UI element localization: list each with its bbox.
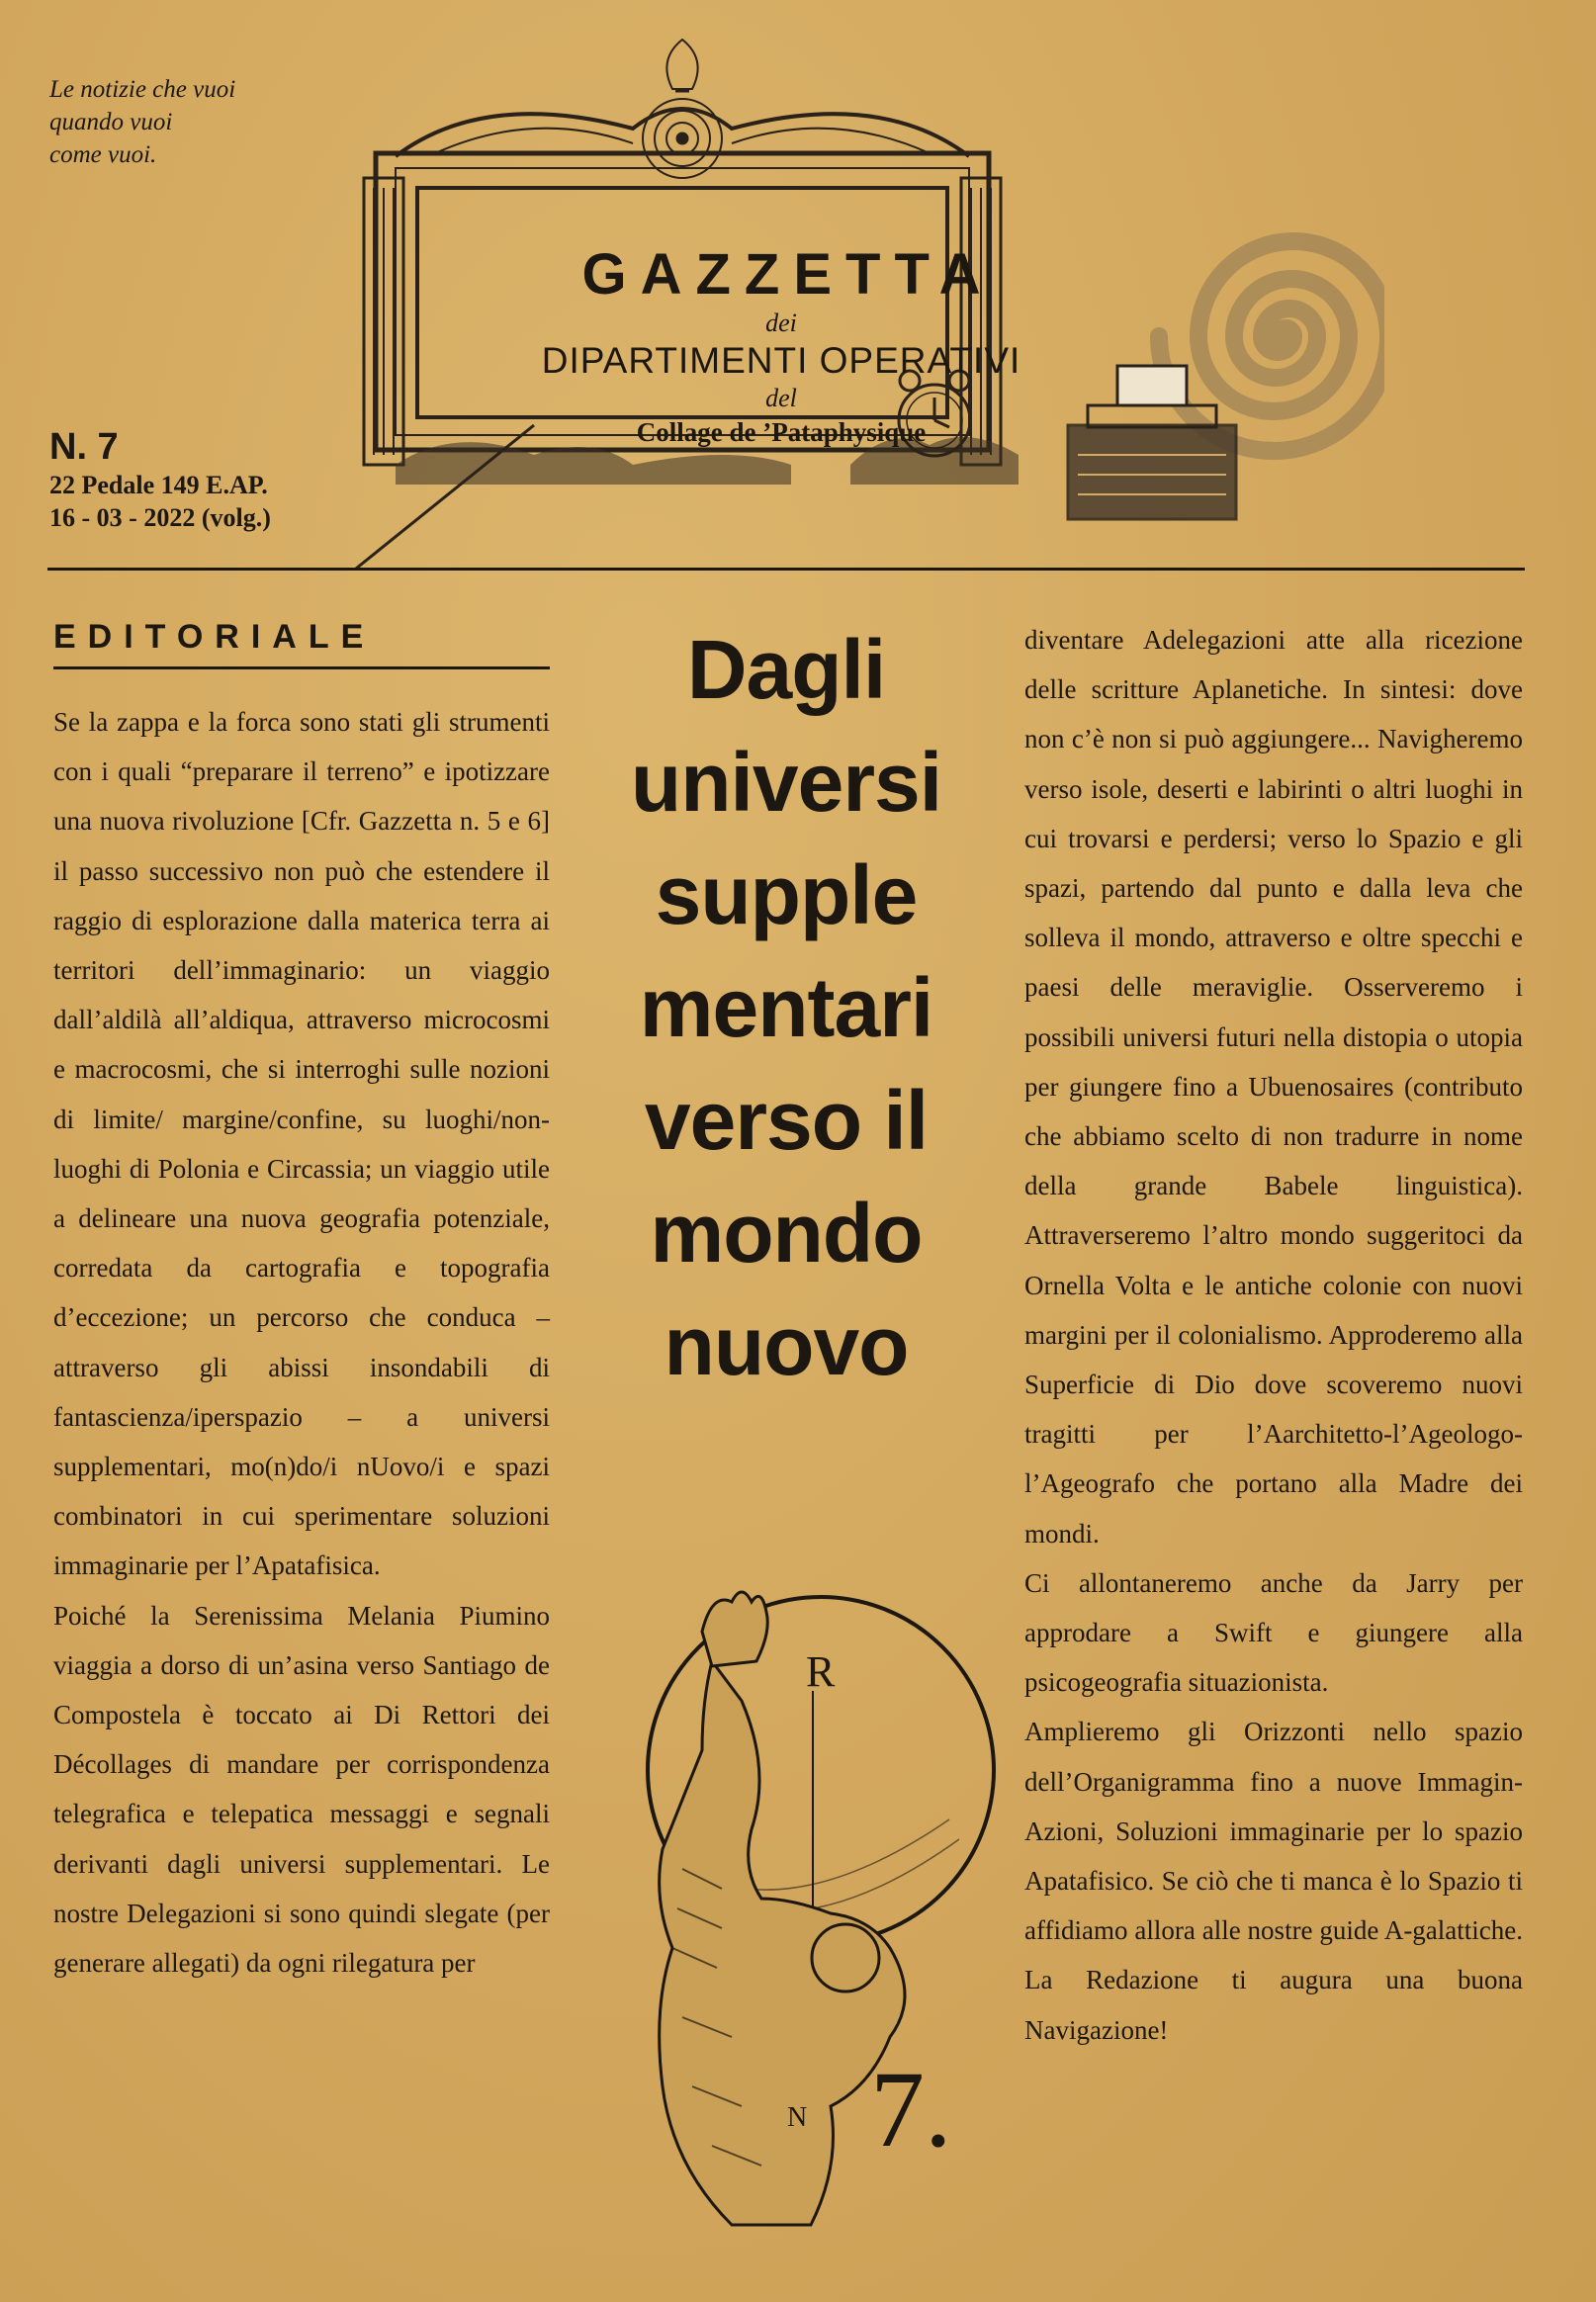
illustration-number: 7. — [870, 2049, 952, 2169]
editorial-body — [53, 697, 550, 1988]
headline-column — [569, 613, 1004, 1402]
issue-info — [49, 425, 366, 534]
right-paragraph: Ci allontaneremo anche da Jarry per approdare a Swift e giungere alla psicogeografia situazionista. — [1024, 1567, 1523, 1698]
right-paragraph: diventare Adelegazioni atte alla ricezione delle scritture Aplanetiche. In sintesi: dove non c’è non si può aggiungere... Navigheremo verso isole, deserti e labirinti o altri luoghi in cui trovarsi e perdersi; verso lo Spazio e gli spazi, partendo dal punto e dalla leva che solleva il mondo, attraverso e oltre specchi e paesi delle meraviglie. Osserveremo i possibili universi futuri nella distopia o utopia per giungere fino a Ubuenosaires (contributo che abbiamo scelto di non tradurre in nome della grande Babele linguistica). Attraverseremo l’altro mondo suggeritoci da Ornella Volta e le antiche colonie con nuovi margini per il colonialismo. Approderemo alla Superficie di Dio dove scoveremo nuovi tragitti per l’Aarchitetto-l’Ageologo-l’Ageografo che portano alla Madre dei mondi. — [1024, 625, 1523, 1549]
masthead-dei: dei — [765, 309, 797, 337]
motto — [49, 73, 307, 171]
masthead-text — [485, 242, 1078, 450]
spiral-icon — [1159, 241, 1384, 451]
editorial-column — [53, 617, 550, 1988]
masthead — [336, 30, 1384, 578]
editorial-paragraph: Poiché la Serenissima Melania Piumino viaggia a dorso di un’asina verso Santiago de Compostela è toccato ai Di Rettori dei Décollages di mandare per corrispondenza telegrafica e telepatica messaggi e segnali derivanti dagli universi supplementari. Le nostre Delegazioni si sono quindi slegate (per generare allegati) da ogni rilegatura per — [53, 1600, 550, 1979]
right-column — [1024, 615, 1523, 2055]
headline-line: supple — [655, 848, 918, 941]
motto-line: come vuoi. — [49, 141, 157, 168]
headline-line: mentari — [639, 961, 933, 1054]
headline-line: Dagli — [686, 623, 886, 716]
editorial-paragraph: Se la zappa e la forca sono stati gli strumenti con i quali “preparare il terreno” e ipotizzare una nuova rivoluzione [Cfr. Gazzetta n. 5 e 6] il passo successivo non può che estendere il raggio di esplorazione dalla materica terra ai territori dell’immaginario: un viaggio dall’aldilà all’aldiqua, attraverso microcosmi e macrocosmi, che si interroghi sulle nozioni di limite/ margine/confine, su luoghi/non-luoghi di Polonia e Circassia; un viaggio utile a delineare una nuova geografia potenziale, corredata da cartografia e topografia d’eccezione; un percorso che conduca – attraverso gli abissi insondabili di fantascienza/iperspazio – a universi supplementari, mo(n)do/i nUovo/i e spazi combinatori in cui sperimentare soluzioni immaginarie per l’Apatafisica. — [53, 707, 550, 1581]
editorial-heading: EDITORIALE — [53, 617, 550, 669]
headline-line: verso il — [644, 1074, 929, 1167]
motto-line: quando vuoi — [49, 109, 173, 135]
issue-number: N. 7 — [49, 426, 119, 468]
masthead-collage: Collage de ’Pataphysique — [636, 417, 927, 447]
masthead-subtitle: DIPARTIMENTI OPERATIVI — [541, 340, 1021, 381]
headline-line: mondo — [650, 1187, 923, 1280]
headline-line: nuovo — [664, 1299, 909, 1392]
issue-date-vulgar: 16 - 03 - 2022 (volg.) — [49, 503, 271, 532]
atlas-illustration — [593, 1572, 1009, 2250]
issue-date-pataphysical: 22 Pedale 149 E.AP. — [49, 471, 268, 499]
illustration-letter-n: N — [787, 2102, 808, 2133]
motto-line: Le notizie che vuoi — [49, 76, 236, 103]
header-divider — [47, 568, 1525, 571]
illustration-letter-r: R — [806, 1647, 836, 1696]
right-column-body — [1024, 615, 1523, 2055]
right-paragraph: Amplieremo gli Orizzonti nello spazio dell’Organigramma fino a nuove Immagin-Azioni, Soluzioni immaginarie per lo spazio Apatafisico. Se ciò che ti manca è lo Spazio ti affidiamo allora alle nostre guide A-galattiche. La Redazione ti augura una buona Navigazione! — [1024, 1717, 1523, 2045]
masthead-title: GAZZETTA — [581, 242, 995, 307]
headline — [569, 613, 1004, 1402]
masthead-del: del — [765, 384, 797, 412]
headline-line: universi — [630, 736, 942, 829]
